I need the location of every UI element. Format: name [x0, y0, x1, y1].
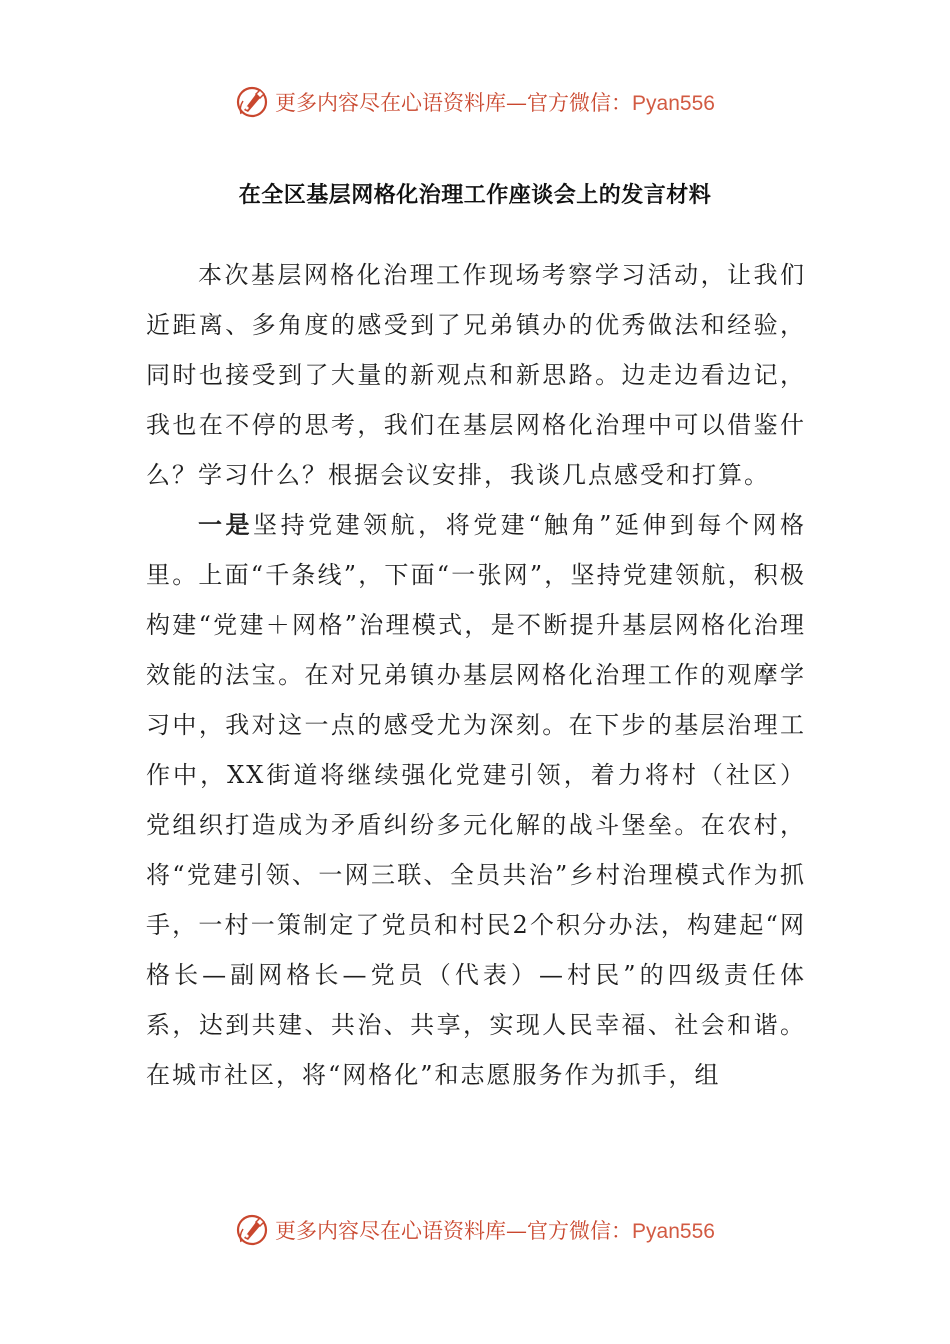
document-body — [146, 250, 806, 1100]
watermark-label: 更多内容尽在心语资料库—官方微信： — [275, 1219, 633, 1243]
point-one-lead: 一是 — [198, 511, 254, 539]
watermark-text — [275, 87, 715, 117]
watermark-wechat-id: Pyan556 — [632, 1220, 715, 1243]
paragraph-intro: 本次基层网格化治理工作现场考察学习活动，让我们近距离、多角度的感受到了兄弟镇办的优秀做法和经验，同时也接受到了大量的新观点和新思路。边走边看边记，我也在不停的思考，我们在基层网格化治理中可以借鉴什么？学习什么？根据会议安排，我谈几点感受和打算。 — [146, 261, 806, 489]
point-one-text: 坚持党建领航，将党建“触角”延伸到每个网格里。上面“千条线”，下面“一张网”，坚持党建领航，积极构建“党建＋网格”治理模式，是不断提升基层网格化治理效能的法宝。在对兄弟镇办基层网格化治理工作的观摩学习中，我对这一点的感受尤为深刻。在下步的基层治理工作中，XX街道将继续强化党建引领，着力将村（社区）党组织打造成为矛盾纠纷多元化解的战斗堡垒。在农村，将“党建引领、一网三联、全员共治”乡村治理模式作为抓手，一村一策制定了党员和村民2个积分办法，构建起“网格长—副网格长—党员（代表）—村民”的四级责任体系，达到共建、共治、共享，实现人民幸福、社会和谐。在城市社区，将“网格化”和志愿服务作为抓手，组 — [146, 511, 806, 1089]
footer-watermark — [0, 1212, 950, 1248]
pen-nib-logo-icon — [235, 1213, 269, 1247]
pen-nib-logo-icon — [235, 85, 269, 119]
watermark-wechat-id: Pyan556 — [632, 92, 715, 115]
watermark-text — [275, 1215, 715, 1245]
watermark-label: 更多内容尽在心语资料库—官方微信： — [275, 91, 633, 115]
paragraph-point-one — [146, 500, 806, 1100]
header-watermark — [0, 84, 950, 120]
document-title: 在全区基层网格化治理工作座谈会上的发言材料 — [238, 183, 712, 208]
